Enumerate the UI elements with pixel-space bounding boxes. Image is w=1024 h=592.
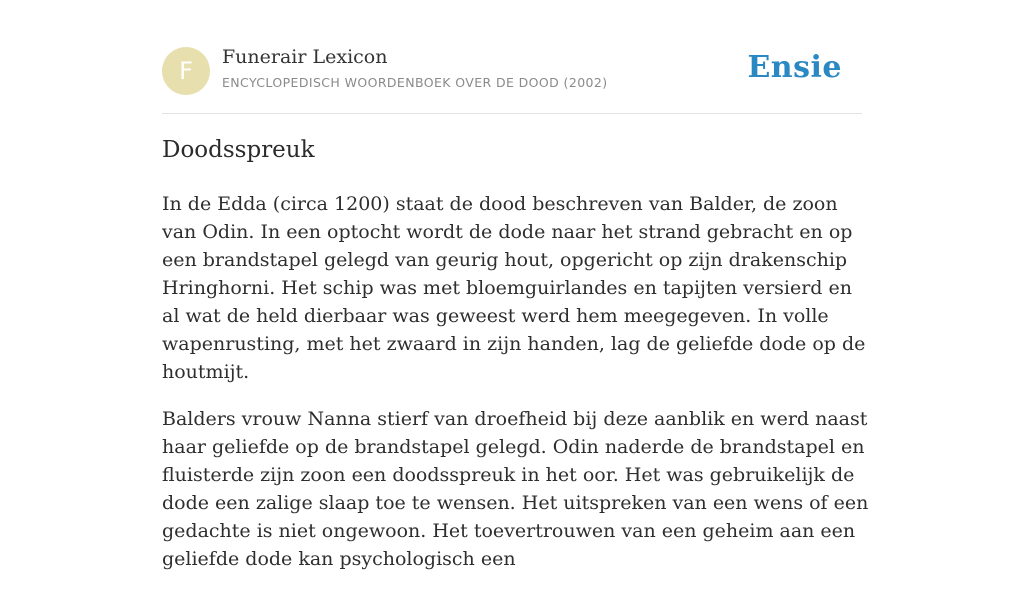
- article-paragraph: In de Edda (circa 1200) staat de dood beschreven van Balder, de zoon van Odin. In een optocht wordt de dode naar het strand gebracht en op een brandstapel gelegd van geurig hout, opgericht op zijn drakenschip Hringhorni. Het schip was met bloemguirlandes en tapijten versierd en al wat de held dierbaar was geweest werd hem meegegeven. In volle wapenrusting, met het zwaard in zijn handen, lag de geliefde dode op de houtmijt.: [162, 193, 866, 383]
- article-body: [162, 190, 874, 592]
- article-paragraph: Balders vrouw Nanna stierf van droefheid bij deze aanblik en werd naast haar geliefde op de brandstapel gelegd. Odin naderde de brandstapel en fluisterde zijn zoon een doodsspreuk in het oor. Het was gebruikelijk de dode een zalige slaap toe te wensen. Het uitspreken van een wens of een gedachte is niet ongewoon. Het toevertrouwen van een geheim aan een geliefde dode kan psychologisch een: [162, 408, 869, 570]
- header-divider: [162, 113, 862, 114]
- source-subtitle: ENCYCLOPEDISCH WOORDENBOEK OVER DE DOOD (2002): [222, 75, 608, 90]
- source-name-link[interactable]: Funerair Lexicon: [222, 46, 388, 68]
- source-avatar[interactable]: F: [162, 47, 210, 95]
- brand-logo[interactable]: Ensie: [747, 50, 842, 85]
- source-header: [162, 46, 862, 96]
- article-title: Doodsspreuk: [162, 137, 315, 163]
